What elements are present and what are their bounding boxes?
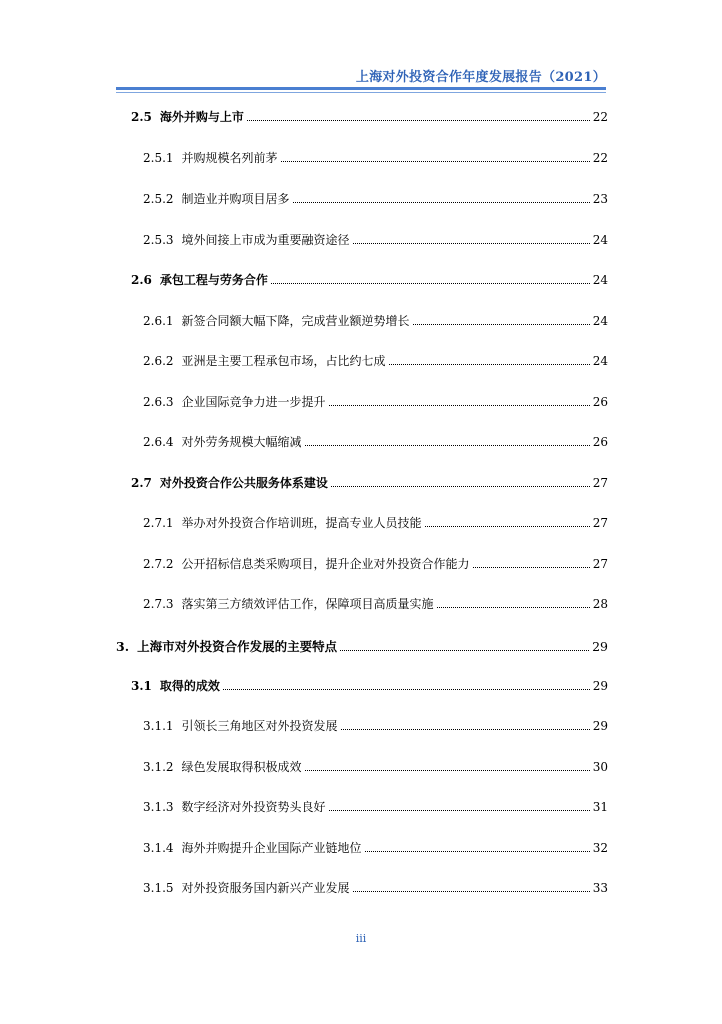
- toc-entry-number: 2.5: [131, 110, 152, 124]
- toc-entry-title: 承包工程与劳务合作: [159, 273, 268, 287]
- page-number: iii: [355, 932, 367, 945]
- toc-entry-number: 2.5.1: [143, 151, 174, 165]
- toc-entry-number: 2.5.3: [143, 233, 174, 247]
- toc-entry[interactable]: [143, 876, 608, 896]
- toc-entry-title: 企业国际竞争力进一步提升: [181, 395, 326, 409]
- toc-entry-title: 新签合同额大幅下降，完成营业额逆势增长: [181, 314, 410, 328]
- toc-entry-page: 22: [592, 151, 608, 165]
- toc-entry-title: 亚洲是主要工程承包市场，占比约七成: [181, 354, 386, 368]
- toc-entry-title: 绿色发展取得积极成效: [181, 760, 302, 774]
- toc-entry-number: 2.6.3: [143, 395, 174, 409]
- toc-entry[interactable]: [131, 471, 608, 491]
- toc-entry[interactable]: [143, 349, 608, 369]
- toc-dot-leader: [353, 243, 590, 244]
- report-header-title: 上海对外投资合作年度发展报告（2021）: [355, 70, 606, 85]
- toc-entry-page: 30: [592, 760, 608, 774]
- toc-entry[interactable]: [131, 674, 608, 694]
- toc-entry[interactable]: [143, 309, 608, 329]
- toc-entry-number: 2.7.3: [143, 597, 174, 611]
- toc-entry[interactable]: [143, 836, 608, 856]
- toc-dot-leader: [365, 851, 590, 852]
- toc-entry-title: 境外间接上市成为重要融资途径: [181, 233, 350, 247]
- toc-entry[interactable]: [143, 552, 608, 572]
- toc-entry-title: 对外投资合作公共服务体系建设: [159, 476, 328, 490]
- toc-entry-number: 3.1.3: [143, 800, 174, 814]
- toc-dot-leader: [473, 567, 590, 568]
- toc-entry[interactable]: [131, 105, 608, 125]
- toc-dot-leader: [271, 283, 590, 284]
- toc-entry-page: 23: [592, 192, 608, 206]
- toc-entry-number: 3.1: [131, 679, 152, 693]
- toc-entry-title: 制造业并购项目居多: [181, 192, 290, 206]
- toc-entry[interactable]: [116, 635, 608, 655]
- toc-entry-title: 对外投资服务国内新兴产业发展: [181, 881, 350, 895]
- toc-dot-leader: [305, 445, 590, 446]
- toc-dot-leader: [341, 729, 590, 730]
- toc-entry-title: 落实第三方绩效评估工作，保障项目高质量实施: [181, 597, 434, 611]
- toc-entry-page: 28: [592, 597, 608, 611]
- toc-entry[interactable]: [143, 592, 608, 612]
- toc-entry-page: 24: [592, 354, 608, 368]
- toc-entry-title: 并购规模名列前茅: [181, 151, 278, 165]
- toc-entry-page: 27: [592, 516, 608, 530]
- toc-entry-number: 2.7.2: [143, 557, 174, 571]
- toc-entry-page: 26: [592, 435, 608, 449]
- toc-entry[interactable]: [143, 146, 608, 166]
- toc-dot-leader: [223, 689, 590, 690]
- toc-entry-number: 2.6: [131, 273, 152, 287]
- toc-entry-title: 数字经济对外投资势头良好: [181, 800, 326, 814]
- toc-dot-leader: [389, 364, 590, 365]
- toc-entry-page: 29: [592, 719, 608, 733]
- toc-entry-number: 3.1.2: [143, 760, 174, 774]
- toc-dot-leader: [425, 526, 590, 527]
- toc-dot-leader: [331, 486, 590, 487]
- toc-entry[interactable]: [143, 755, 608, 775]
- toc-entry[interactable]: [143, 714, 608, 734]
- toc-entry-number: 2.7.1: [143, 516, 174, 530]
- toc-entry-number: 3.1.5: [143, 881, 174, 895]
- toc-dot-leader: [281, 161, 590, 162]
- toc-entry-title: 公开招标信息类采购项目，提升企业对外投资合作能力: [181, 557, 470, 571]
- toc-entry-number: 2.6.4: [143, 435, 174, 449]
- toc-entry[interactable]: [143, 795, 608, 815]
- toc-entry-number: 3.1.1: [143, 719, 174, 733]
- toc-dot-leader: [413, 324, 590, 325]
- toc-entry-number: 2.5.2: [143, 192, 174, 206]
- toc-dot-leader: [340, 650, 589, 651]
- toc-entry[interactable]: [143, 228, 608, 248]
- toc-entry-title: 举办对外投资合作培训班，提高专业人员技能: [181, 516, 422, 530]
- toc-entry-title: 取得的成效: [159, 679, 220, 693]
- toc-dot-leader: [329, 405, 590, 406]
- toc-entry-page: 27: [592, 476, 608, 490]
- toc-entry-page: 33: [592, 881, 608, 895]
- toc-dot-leader: [353, 891, 590, 892]
- toc-entry[interactable]: [143, 187, 608, 207]
- toc-entry-title: 引领长三角地区对外投资发展: [181, 719, 338, 733]
- toc-entry[interactable]: [131, 268, 608, 288]
- toc-entry[interactable]: [143, 390, 608, 410]
- toc-entry-page: 26: [592, 395, 608, 409]
- toc-entry-number: 3.: [116, 639, 130, 654]
- toc-dot-leader: [293, 202, 590, 203]
- toc-entry-page: 24: [592, 233, 608, 247]
- toc-entry-page: 32: [592, 841, 608, 855]
- toc-entry-title: 对外劳务规模大幅缩减: [181, 435, 302, 449]
- toc-entry-page: 29: [592, 679, 608, 693]
- toc-dot-leader: [437, 607, 590, 608]
- toc-entry-number: 2.7: [131, 476, 152, 490]
- toc-dot-leader: [247, 120, 590, 121]
- toc-entry[interactable]: [143, 430, 608, 450]
- toc-entry-title: 海外并购与上市: [159, 110, 244, 124]
- toc-entry-page: 22: [592, 110, 608, 124]
- toc-entry-page: 24: [592, 314, 608, 328]
- toc-entry-number: 2.6.2: [143, 354, 174, 368]
- toc-dot-leader: [329, 810, 590, 811]
- toc-entry-title: 上海市对外投资合作发展的主要特点: [137, 639, 338, 654]
- toc-entry-page: 31: [592, 800, 608, 814]
- toc-entry-page: 24: [592, 273, 608, 287]
- toc-entry-number: 3.1.4: [143, 841, 174, 855]
- toc-entry-page: 29: [592, 639, 608, 654]
- toc-entry[interactable]: [143, 511, 608, 531]
- toc-entry-title: 海外并购提升企业国际产业链地位: [181, 841, 362, 855]
- toc-dot-leader: [305, 770, 590, 771]
- toc-entry-page: 27: [592, 557, 608, 571]
- toc-entry-number: 2.6.1: [143, 314, 174, 328]
